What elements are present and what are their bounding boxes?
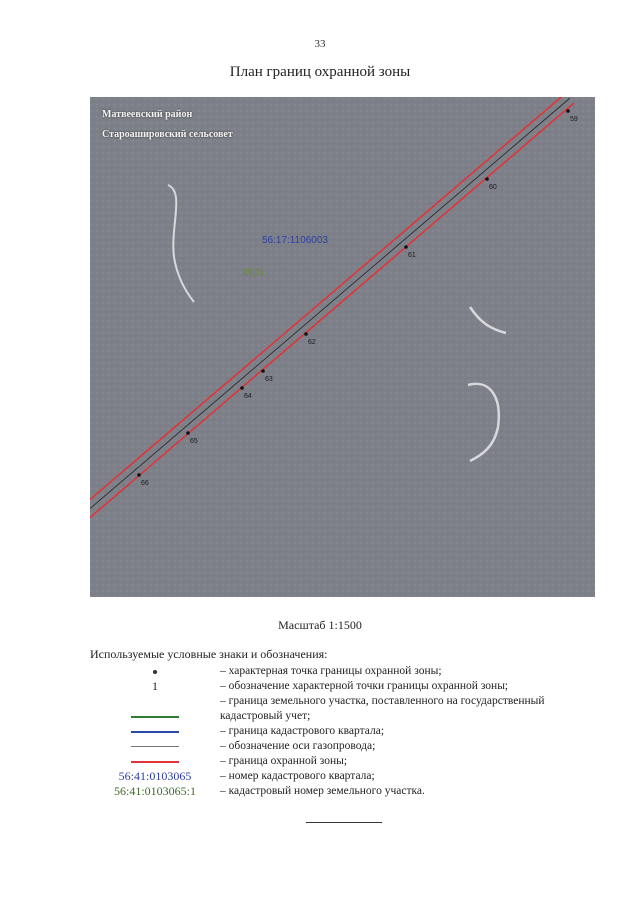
blue-line-icon — [131, 731, 179, 733]
legend-row-protection-zone — [90, 754, 600, 769]
boundary-point-64 — [240, 386, 244, 390]
point-label-63: 63 — [265, 376, 273, 383]
boundary-point-66 — [137, 473, 141, 477]
boundary-point-63 — [261, 369, 265, 373]
legend-symbol-point — [90, 664, 220, 679]
legend-text: – граница охранной зоны; — [220, 755, 348, 767]
legend-row-parcel-number — [90, 784, 600, 799]
legend-symbol-parcel-number: 56:41:0103065:1 — [113, 784, 196, 798]
map-area[interactable] — [90, 97, 595, 597]
legend-symbol-protection-zone — [90, 754, 220, 769]
legend-text: – граница земельного участка, поставленного на государственный кадастровый учет; — [220, 695, 545, 722]
point-label-61: 61 — [408, 252, 416, 259]
legend-symbol-quarter-number: 56:41:0103065 — [118, 769, 192, 783]
legend — [90, 664, 600, 799]
district-label: Матвеевский район — [102, 109, 193, 120]
boundary-point-59 — [566, 109, 570, 113]
cadastral-quarter-label: 56:17:1106003 — [262, 235, 328, 246]
legend-text: – обозначение оси газопровода; — [220, 740, 376, 752]
point-dot-icon — [153, 670, 157, 674]
point-label-60: 60 — [489, 184, 497, 191]
legend-text: – обозначение характерной точки границы охранной зоны; — [220, 680, 509, 692]
page-title: План границ охранной зоны — [229, 64, 411, 80]
gray-line-icon — [131, 746, 179, 747]
boundary-point-61 — [404, 245, 408, 249]
boundary-point-62 — [304, 332, 308, 336]
legend-row-quarter-boundary — [90, 724, 600, 739]
point-label-65: 65 — [190, 438, 198, 445]
legend-row-point — [90, 664, 600, 679]
legend-row-pipeline-axis — [90, 739, 600, 754]
boundary-point-65 — [186, 431, 190, 435]
legend-text: – характерная точка границы охранной зоны; — [220, 665, 442, 677]
legend-text: – кадастровый номер земельного участка. — [220, 785, 425, 797]
legend-row-point-label — [90, 679, 600, 694]
legend-text: – номер кадастрового квартала; — [220, 770, 375, 782]
green-line-icon — [131, 716, 179, 718]
point-label-59: 59 — [570, 116, 578, 123]
map-drawing — [90, 97, 595, 597]
point-label-62: 62 — [308, 339, 316, 346]
legend-title: Используемые условные знаки и обозначения: — [90, 647, 328, 661]
parcel-label: :89(1) — [240, 267, 264, 277]
point-label-66: 66 — [141, 480, 149, 487]
legend-row-quarter-number — [90, 769, 600, 784]
legend-row-parcel-boundary — [90, 694, 600, 724]
red-line-icon — [131, 761, 179, 763]
page-number: 33 — [314, 38, 326, 50]
footer-divider — [306, 822, 382, 823]
legend-symbol-point-label: 1 — [152, 679, 158, 693]
legend-symbol-quarter-boundary — [90, 724, 220, 739]
satellite-background — [90, 97, 595, 597]
legend-text: – граница кадастрового квартала; — [220, 725, 385, 737]
legend-symbol-parcel-boundary — [90, 694, 220, 724]
boundary-point-60 — [485, 177, 489, 181]
council-label: Староашировский сельсовет — [102, 129, 233, 140]
point-label-64: 64 — [244, 393, 252, 400]
legend-symbol-pipeline-axis — [90, 739, 220, 754]
map-scale: Масштаб 1:1500 — [278, 618, 362, 632]
